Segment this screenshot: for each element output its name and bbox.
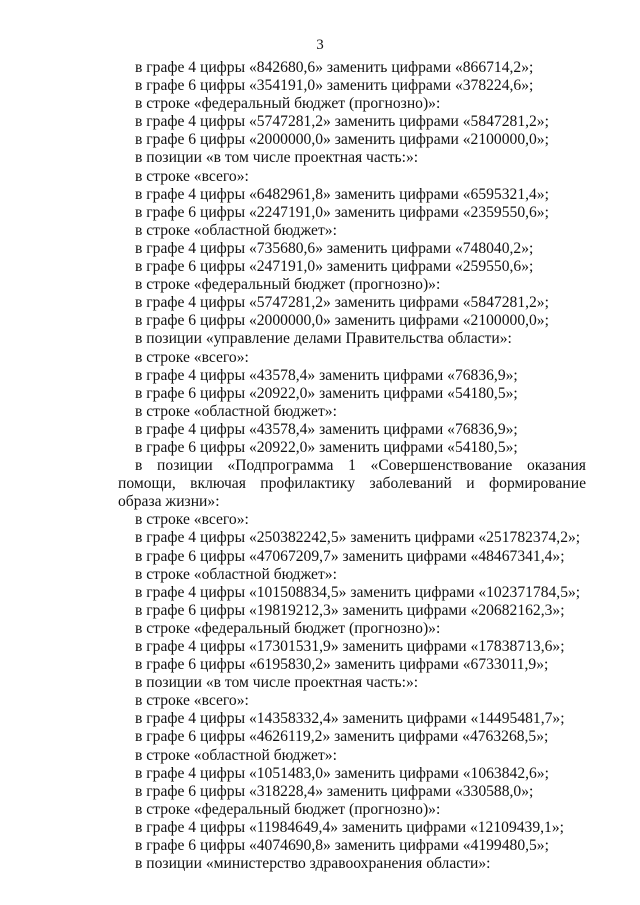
text-line: в строке «всего»: (135, 511, 249, 529)
text-line: в строке «федеральный бюджет (прогнозно)»: (135, 276, 441, 294)
text-line: в графе 4 цифры «11984649,4» заменить цифрами «12109439,1»; (135, 818, 564, 836)
text-line: в графе 6 цифры «354191,0» заменить цифрами «378224,6»; (135, 77, 534, 95)
text-line: в строке «федеральный бюджет (прогнозно)»: (135, 619, 441, 637)
text-line: в позиции «в том числе проектная часть:»: (135, 149, 419, 167)
text-line: в графе 4 цифры «250382242,5» заменить цифрами «251782374,2»; (135, 529, 581, 547)
text-line: в графе 6 цифры «2247191,0» заменить цифрами «2359550,6»; (135, 203, 549, 221)
text-line: в графе 6 цифры «4074690,8» заменить цифрами «4199480,5»; (135, 837, 549, 855)
document-body (0, 59, 640, 873)
text-line: в графе 4 цифры «43578,4» заменить цифрами «76836,9»; (135, 420, 518, 438)
text-line: в графе 6 цифры «20922,0» заменить цифрами «54180,5»; (135, 384, 518, 402)
text-line: в графе 6 цифры «20922,0» заменить цифрами «54180,5»; (135, 438, 518, 456)
text-line: в строке «всего»: (135, 348, 249, 366)
text-line: в графе 6 цифры «19819212,3» заменить цифрами «20682162,3»; (135, 601, 565, 619)
text-line: в позиции «в том числе проектная часть:»: (135, 674, 419, 692)
text-line: в графе 4 цифры «6482961,8» заменить цифрами «6595321,4»; (135, 185, 549, 203)
text-line: в графе 4 цифры «5747281,2» заменить цифрами «5847281,2»; (135, 113, 549, 131)
text-line: в строке «областной бюджет»: (135, 565, 337, 583)
paragraph-line: помощи, включая профилактику заболеваний и формирование (118, 475, 586, 493)
text-line: в строке «всего»: (135, 692, 249, 710)
text-line: в графе 4 цифры «14358332,4» заменить цифрами «14495481,7»; (135, 710, 565, 728)
text-line: в графе 6 цифры «318228,4» заменить цифрами «330588,0»; (135, 782, 534, 800)
text-line: в графе 4 цифры «735680,6» заменить цифрами «748040,2»; (135, 239, 534, 257)
text-line: в графе 4 цифры «5747281,2» заменить цифрами «5847281,2»; (135, 294, 549, 312)
text-line: в графе 6 цифры «2000000,0» заменить цифрами «2100000,0»; (135, 312, 549, 330)
page-number: 3 (316, 37, 324, 53)
text-line: в строке «федеральный бюджет (прогнозно)»: (135, 95, 441, 113)
text-line: в графе 4 цифры «1051483,0» заменить цифрами «1063842,6»; (135, 764, 549, 782)
text-line: в графе 4 цифры «43578,4» заменить цифрами «76836,9»; (135, 366, 518, 384)
paragraph-line: образа жизни»: (118, 493, 220, 511)
paragraph-line: в позиции «Подпрограмма 1 «Совершенствование оказания (135, 457, 586, 475)
text-line: в позиции «министерство здравоохранения области»: (135, 855, 491, 873)
text-line: в графе 6 цифры «4626119,2» заменить цифрами «4763268,5»; (135, 728, 549, 746)
text-line: в графе 6 цифры «6195830,2» заменить цифрами «6733011,9»; (135, 656, 549, 674)
text-line: в графе 6 цифры «47067209,7» заменить цифрами «48467341,4»; (135, 547, 565, 565)
text-line: в строке «областной бюджет»: (135, 221, 337, 239)
text-line: в графе 6 цифры «2000000,0» заменить цифрами «2100000,0»; (135, 131, 549, 149)
text-line: в строке «всего»: (135, 167, 249, 185)
text-line: в графе 4 цифры «101508834,5» заменить цифрами «102371784,5»; (135, 583, 581, 601)
text-line: в строке «федеральный бюджет (прогнозно)»: (135, 800, 441, 818)
text-line: в графе 4 цифры «17301531,9» заменить цифрами «17838713,6»; (135, 638, 565, 655)
text-line: в позиции «управление делами Правительства области»: (135, 330, 512, 348)
text-line: в графе 6 цифры «247191,0» заменить цифрами «259550,6»; (135, 258, 534, 276)
text-line: в строке «областной бюджет»: (135, 402, 337, 420)
text-line: в строке «областной бюджет»: (135, 746, 337, 764)
text-line: в графе 4 цифры «842680,6» заменить цифрами «866714,2»; (135, 59, 534, 76)
